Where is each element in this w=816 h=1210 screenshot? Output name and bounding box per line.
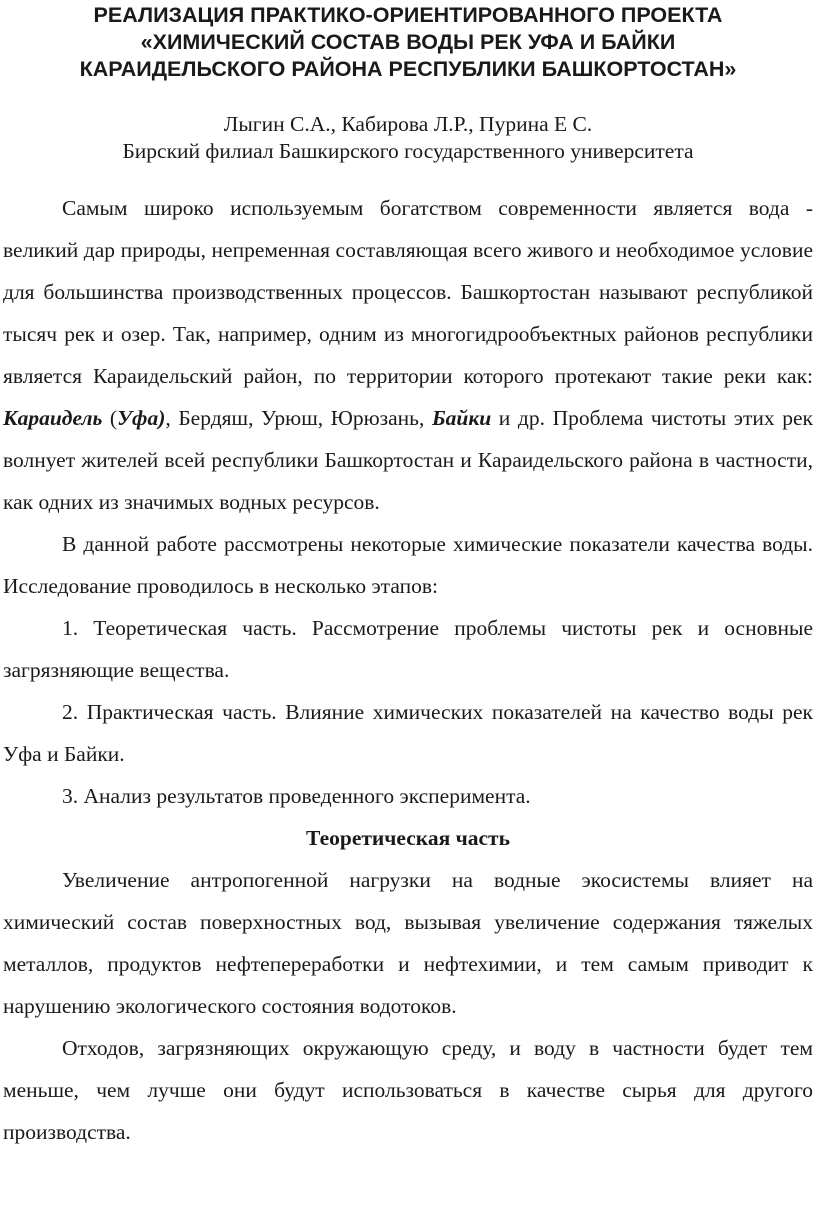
- scope-paragraph: В данной работе рассмотрены некоторые химические показатели качества воды. Исследование проводилось в несколько этапов:: [3, 532, 813, 598]
- document-title: [3, 2, 813, 83]
- river-name-karaidel: Караидель: [3, 406, 103, 430]
- intro-text-part-4: и др. Проблема чистоты этих рек волнует жителей всей республики Башкортостан и Караидельского района в частности, как одних из значимых водных ресурсов.: [3, 406, 813, 514]
- document-body: [3, 187, 813, 1153]
- intro-text-part-1: Самым широко используемым богатством современности является вода - великий дар природы, непременная составляющая всего живого и необходимое условие для большинства производственных процессов. Башкортостан называют республикой тысяч рек и озер. Так, например, одним из многогидрообъектных районов республики является Караидельский район, по территории которого протекают такие реки как:: [3, 196, 813, 388]
- section-heading: Теоретическая часть: [306, 826, 510, 850]
- intro-text-part-3: , Бердяш, Урюш, Юрюзань,: [165, 406, 432, 430]
- theory-paragraph-2: Отходов, загрязняющих окружающую среду, и воду в частности будет тем меньше, чем лучше они будут использоваться в качестве сырья для другого производства.: [3, 1036, 813, 1144]
- intro-paragraph: [3, 187, 813, 523]
- step-item-2: 2. Практическая часть. Влияние химических показателей на качество воды рек Уфа и Байки.: [3, 700, 813, 766]
- theory-paragraph-1: Увеличение антропогенной нагрузки на водные экосистемы влияет на химический состав поверхностных вод, вызывая увеличение содержания тяжелых металлов, продуктов нефтепереработки и нефтехимии, и тем самым приводит к нарушению экологического состояния водотоков.: [3, 868, 813, 1018]
- author-names: Лыгин С.А., Кабирова Л.Р., Пурина Е С.: [223, 112, 593, 136]
- title-line-2: «ХИМИЧЕСКИЙ СОСТАВ ВОДЫ РЕК УФА И БАЙКИ: [140, 30, 676, 54]
- step-item-1: 1. Теоретическая часть. Рассмотрение проблемы чистоты рек и основные загрязняющие вещества.: [3, 616, 813, 682]
- river-name-bayki: Байки: [431, 406, 492, 430]
- title-line-3: КАРАИДЕЛЬСКОГО РАЙОНА РЕСПУБЛИКИ БАШКОРТОСТАН»: [79, 57, 737, 81]
- authors-block: [3, 111, 813, 165]
- river-name-ufa: Уфа): [117, 406, 166, 430]
- author-affiliation: Бирский филиал Башкирского государственного университета: [122, 139, 694, 163]
- intro-text-part-2: (: [102, 406, 118, 430]
- title-line-1: РЕАЛИЗАЦИЯ ПРАКТИКО-ОРИЕНТИРОВАННОГО ПРОЕКТА: [93, 3, 723, 27]
- step-item-3: 3. Анализ результатов проведенного эксперимента.: [62, 784, 531, 808]
